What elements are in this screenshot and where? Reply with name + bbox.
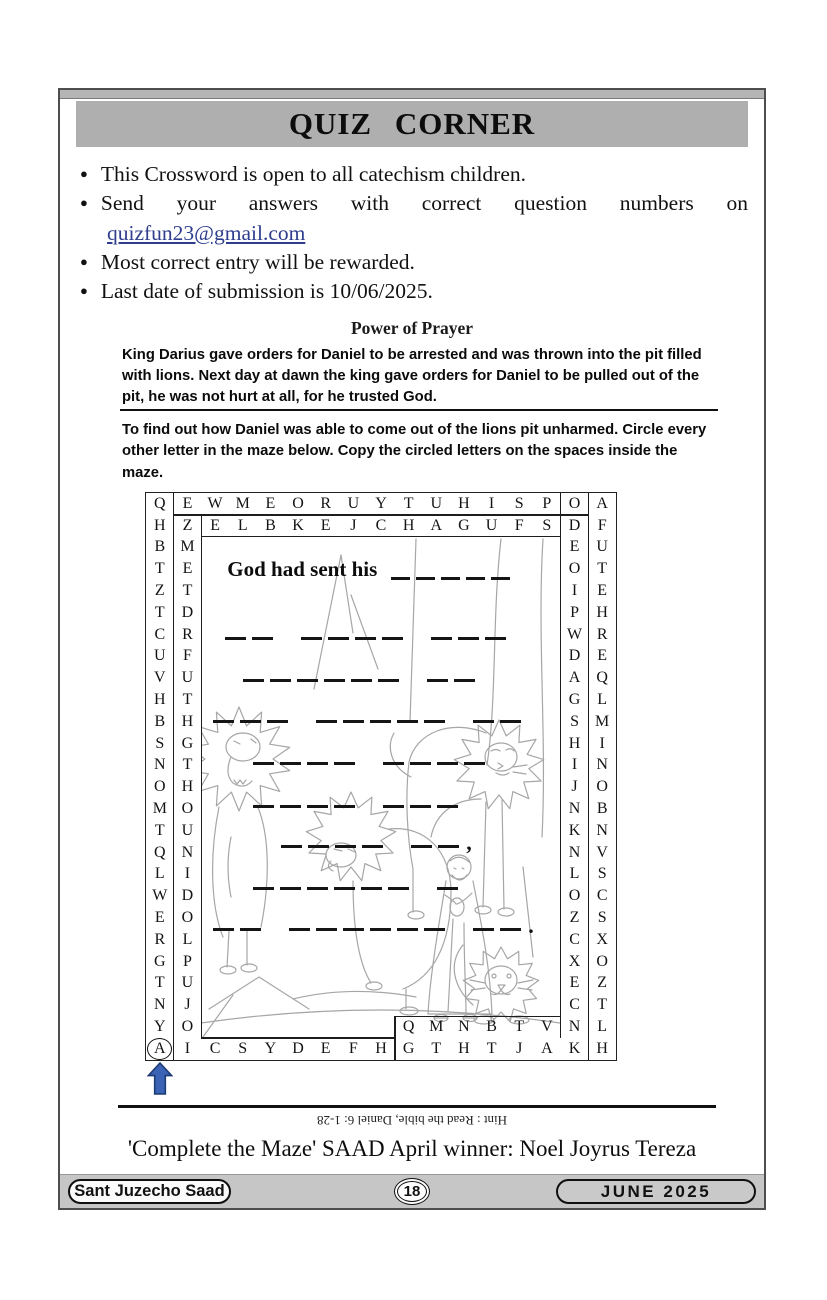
answer-blank: [431, 625, 452, 640]
maze-cell: R: [320, 494, 332, 512]
answer-blank: [383, 793, 404, 808]
maze-cell: M: [429, 1018, 444, 1036]
answer-blank: [316, 708, 337, 723]
answer-blank: [473, 916, 494, 931]
answer-blank: [437, 875, 458, 890]
answer-blank-row: [253, 750, 491, 765]
maze-cell: E: [182, 494, 193, 512]
answer-blank: [253, 875, 274, 890]
maze-cell: O: [568, 494, 581, 512]
answer-blank: [454, 667, 475, 682]
answer-blank: [335, 833, 356, 848]
answer-blank-row: [213, 708, 527, 723]
maze-cell: Q: [154, 843, 166, 861]
maze-cell: G: [154, 952, 166, 970]
answer-blank: [343, 916, 364, 931]
maze-cell: M: [235, 494, 250, 512]
maze-cell: U: [181, 974, 194, 992]
answer-blank: [252, 625, 273, 640]
maze-cell: T: [182, 756, 193, 774]
maze-cell: J: [516, 1039, 523, 1057]
answer-blank: [464, 750, 485, 765]
answer-blank: [391, 565, 410, 580]
answer-blank: [410, 750, 431, 765]
list-item: [80, 162, 748, 187]
divider: [120, 409, 718, 411]
maze-cell: E: [210, 516, 220, 534]
maze-cell: B: [265, 516, 276, 534]
punctuation: ,: [466, 829, 472, 855]
answer-blank: [316, 916, 337, 931]
puzzle-story: King Darius gave orders for Daniel to be arrested and was thrown into the pit filled with lions. Next day at dawn the king gave orders for Daniel to be pulled out of the pit, he was not hurt at all, for he trusted God.: [122, 347, 702, 405]
answer-blank: [280, 750, 301, 765]
maze-cell: D: [181, 887, 194, 905]
maze-cell: W: [152, 887, 168, 905]
maze-cell: E: [320, 516, 331, 534]
maze-cell: Q: [154, 494, 166, 512]
maze-cell: P: [570, 603, 579, 621]
maze-cell: F: [348, 1039, 358, 1057]
maze-cell: U: [181, 669, 194, 687]
answer-blank: [388, 875, 409, 890]
maze-cell: P: [183, 952, 192, 970]
answer-blank: [410, 793, 431, 808]
maze-cell: O: [154, 778, 166, 796]
answer-blank: [301, 625, 322, 640]
maze-cell: C: [375, 516, 387, 534]
maze-cell: C: [209, 1039, 221, 1057]
maze-cell: V: [541, 1018, 553, 1036]
answer-blank-row: [213, 912, 534, 938]
bullet-text: This Crossword is open to all catechism children.: [100, 162, 526, 186]
maze-cell: H: [181, 778, 194, 796]
answer-blank: [281, 833, 302, 848]
maze-cell: H: [458, 494, 470, 512]
answer-blank: [280, 875, 301, 890]
maze-cell: B: [596, 800, 608, 818]
maze-cell: N: [568, 1018, 581, 1036]
answer-blanks-layer: [201, 537, 560, 1038]
maze-cell: E: [597, 647, 608, 665]
maze-cell: T: [154, 603, 165, 621]
answer-blank: [240, 708, 261, 723]
publication-badge: Sant Juzecho Saad: [68, 1179, 231, 1204]
answer-blank: [243, 667, 264, 682]
list-item: [80, 250, 748, 275]
maze-cell: V: [154, 669, 166, 687]
maze-cell: Z: [182, 516, 193, 534]
maze-cell: N: [596, 821, 608, 839]
answer-blank: [416, 565, 435, 580]
answer-blank: [378, 667, 399, 682]
answer-blank: [424, 916, 445, 931]
maze-cell: Y: [154, 1018, 166, 1036]
answer-blank: [307, 875, 328, 890]
maze-cell: S: [542, 516, 552, 534]
punctuation: .: [528, 912, 534, 938]
circled-start-letter: A: [147, 1038, 172, 1060]
answer-blank: [458, 625, 479, 640]
answer-blank: [280, 793, 301, 808]
maze-cell: L: [569, 865, 580, 883]
maze-cell: G: [181, 734, 194, 752]
maze-cell: Y: [375, 494, 387, 512]
quiz-corner-header: [76, 101, 748, 147]
maze-cell: J: [350, 516, 357, 534]
answer-prefix: God had sent his: [227, 556, 378, 581]
list-item: [80, 279, 748, 304]
maze-cell: L: [237, 516, 248, 534]
maze-cell: A: [541, 1039, 553, 1057]
maze-cell: M: [595, 712, 610, 730]
answer-blank: [328, 625, 349, 640]
answer-blank: [267, 708, 288, 723]
maze-cell: V: [596, 843, 608, 861]
answer-blank: [370, 916, 391, 931]
answer-blank: [213, 916, 234, 931]
page-number: 18: [397, 1181, 427, 1202]
maze-cell: G: [458, 516, 470, 534]
maze-cell: H: [568, 734, 581, 752]
answer-blank: [253, 793, 274, 808]
maze-cell: P: [542, 494, 552, 512]
maze-cell: S: [597, 909, 607, 927]
email-line: [80, 221, 748, 246]
maze-cell: R: [596, 625, 608, 643]
answer-blank: [382, 625, 403, 640]
maze-cell: S: [597, 865, 607, 883]
maze-cell: N: [458, 1018, 470, 1036]
maze-cell: C: [154, 625, 166, 643]
maze-cell: H: [596, 1039, 608, 1057]
answer-blank: [307, 750, 328, 765]
maze-cell: H: [154, 516, 166, 534]
maze-cell: T: [431, 1039, 442, 1057]
page-number-badge: [394, 1178, 430, 1205]
maze-cell: F: [183, 647, 192, 665]
maze-cell: O: [292, 494, 304, 512]
issue-date-badge: JUNE 2025: [556, 1179, 756, 1204]
maze-cell: B: [154, 712, 166, 730]
answer-blank-row: [253, 875, 464, 890]
bullet-icon: ●: [80, 166, 88, 181]
puzzle-instruction: To find out how Daniel was able to come out of the lions pit unharmed. Circle every other letter in the maze below. Copy the circled letters on the spaces inside the maze.: [122, 422, 707, 481]
maze-cell: T: [154, 974, 165, 992]
answer-blank: [500, 916, 521, 931]
bullet-text: Send your answers with correct question numbers on: [100, 191, 748, 216]
maze-cell: H: [458, 1039, 470, 1057]
answer-blank: [441, 565, 460, 580]
footer-bar: [60, 1174, 764, 1208]
maze-cell: U: [485, 516, 498, 534]
maze-cell: X: [568, 952, 581, 970]
maze-cell: A: [430, 516, 443, 534]
maze-cell: M: [152, 800, 167, 818]
maze-cell: O: [568, 887, 581, 905]
maze-cell: F: [514, 516, 524, 534]
answer-blank-row: [243, 667, 481, 682]
maze-cell: T: [514, 1018, 525, 1036]
maze-cell: R: [154, 930, 166, 948]
maze-cell: C: [569, 996, 580, 1014]
maze-cell: Z: [597, 974, 608, 992]
answer-blank: [500, 708, 521, 723]
frame-top-strip: [60, 90, 764, 99]
answer-blank: [307, 793, 328, 808]
maze-cell: A: [568, 669, 581, 687]
answer-blank: [213, 708, 234, 723]
bullet-icon: ●: [80, 283, 88, 299]
answer-blank: [437, 750, 458, 765]
answer-blank: [473, 708, 494, 723]
maze-cell: S: [155, 734, 165, 752]
maze-cell: H: [402, 516, 415, 534]
answer-blank: [324, 667, 345, 682]
maze-cell: G: [402, 1039, 415, 1057]
maze-cell: K: [568, 821, 581, 839]
maze-cell: B: [154, 538, 166, 556]
bullet-text: Last date of submission is 10/06/2025.: [100, 279, 433, 304]
puzzle-title: Power of Prayer: [350, 318, 474, 338]
answer-blank: [397, 708, 418, 723]
maze-cell: Y: [264, 1039, 277, 1057]
maze-cell: T: [154, 560, 165, 578]
maze-cell: N: [154, 996, 166, 1014]
maze-cell: U: [430, 494, 443, 512]
maze-cell: L: [154, 865, 165, 883]
maze-cell: X: [596, 930, 608, 948]
maze-cell: T: [154, 821, 165, 839]
maze-cell: M: [180, 538, 195, 556]
answer-blank: [427, 667, 448, 682]
maze-cell: E: [569, 538, 580, 556]
answer-blank: [334, 793, 355, 808]
maze-cell: D: [568, 516, 581, 534]
maze-cell: U: [181, 821, 194, 839]
maze-cell: N: [154, 756, 166, 774]
bullet-list: [80, 162, 748, 308]
maze-cell: W: [566, 625, 583, 643]
maze-cell: N: [181, 843, 194, 861]
maze-cell: B: [486, 1018, 497, 1036]
answer-blank: [240, 916, 261, 931]
maze-cell: N: [568, 800, 581, 818]
maze-cell: I: [184, 865, 191, 883]
maze-cell: L: [182, 930, 193, 948]
maze-cell: G: [568, 691, 581, 709]
maze-cell: H: [154, 691, 166, 709]
maze-cell: O: [596, 952, 608, 970]
answer-blank-row: [227, 556, 516, 581]
winner-announcement: 'Complete the Maze' SAAD April winner: Noel Joyrus Tereza: [127, 1136, 697, 1161]
maze-cell: U: [596, 538, 608, 556]
maze-cell: S: [238, 1039, 248, 1057]
maze-cell: E: [265, 494, 276, 512]
maze-cell: T: [597, 996, 608, 1014]
maze-cell: H: [181, 712, 194, 730]
maze-cell: E: [597, 582, 608, 600]
maze-cell: E: [154, 909, 165, 927]
answer-blank: [383, 750, 404, 765]
answer-blank: [253, 750, 274, 765]
answer-blank: [351, 667, 372, 682]
answer-blank: [362, 833, 383, 848]
maze-cell: D: [568, 647, 581, 665]
maze-cell: I: [488, 494, 495, 512]
maze-cell: O: [568, 560, 581, 578]
maze-cell: S: [514, 494, 524, 512]
maze-cell: I: [571, 756, 578, 774]
maze-cell: T: [597, 560, 608, 578]
maze-cell: O: [181, 800, 194, 818]
bullet-text: Most correct entry will be rewarded.: [100, 249, 415, 274]
maze-cell: Z: [154, 582, 165, 600]
answer-blank: [437, 793, 458, 808]
maze-cell: T: [486, 1039, 497, 1057]
maze-cell: I: [571, 582, 578, 600]
maze-cell: W: [207, 494, 223, 512]
maze-cell: I: [599, 734, 605, 752]
maze-cell: N: [568, 843, 581, 861]
maze-cell: S: [570, 712, 579, 730]
divider: [118, 1105, 716, 1108]
maze-cell: Q: [402, 1018, 415, 1036]
maze-cell: Z: [569, 909, 580, 927]
answer-blank: [343, 708, 364, 723]
page-title: QUIZ CORNER: [288, 106, 536, 141]
bullet-icon: ●: [80, 195, 88, 211]
list-item: [80, 191, 748, 216]
maze-cell: H: [375, 1039, 387, 1057]
maze-cell: O: [181, 1018, 194, 1036]
maze-cell: C: [596, 887, 608, 905]
answer-blank: [424, 708, 445, 723]
maze-cell: E: [320, 1039, 331, 1057]
maze-cell: Q: [596, 669, 608, 687]
maze-cell: T: [182, 691, 193, 709]
answer-blank: [289, 916, 310, 931]
maze-cell: A: [596, 494, 608, 512]
answer-blank: [334, 875, 355, 890]
bullet-icon: ●: [80, 253, 88, 269]
maze-cell: H: [596, 603, 608, 621]
start-arrow-icon: [147, 1062, 173, 1095]
page-frame: [58, 88, 766, 1210]
answer-blank: [411, 833, 432, 848]
maze-cell: U: [347, 494, 360, 512]
maze-cell: C: [569, 930, 580, 948]
answer-blank: [491, 565, 510, 580]
maze-cell: U: [154, 647, 166, 665]
maze-cell: D: [292, 1039, 304, 1057]
answer-blank: [355, 625, 376, 640]
answer-blank: [438, 833, 459, 848]
maze-cell: K: [568, 1039, 581, 1057]
maze-cell: [146, 1038, 174, 1060]
maze-cell: K: [292, 516, 304, 534]
answer-blank: [485, 625, 506, 640]
email-link[interactable]: quizfun23@gmail.com: [107, 220, 306, 245]
maze-cell: J: [184, 996, 191, 1014]
maze-cell: T: [182, 582, 193, 600]
maze-cell: L: [597, 1018, 608, 1036]
answer-blank: [361, 875, 382, 890]
answer-blank: [397, 916, 418, 931]
answer-blank: [225, 625, 246, 640]
hint-text-upside-down: Hint : Read the bible, Daniel 6: 1-28: [317, 1113, 507, 1128]
answer-blank: [370, 708, 391, 723]
maze-cell: R: [182, 625, 193, 643]
answer-blank: [270, 667, 291, 682]
answer-blank: [308, 833, 329, 848]
letter-maze: [145, 492, 617, 1061]
maze-cell: N: [596, 756, 608, 774]
maze-cell: O: [181, 909, 194, 927]
maze-cell: E: [182, 560, 193, 578]
answer-blank-row: [225, 625, 512, 640]
maze-cell: D: [181, 603, 194, 621]
maze-cell: J: [571, 778, 578, 796]
maze-cell: F: [597, 516, 607, 534]
answer-blank: [297, 667, 318, 682]
maze-cell: T: [403, 494, 414, 512]
answer-blank: [334, 750, 355, 765]
answer-blank-row: [281, 829, 472, 855]
answer-blank: [466, 565, 485, 580]
maze-cell: E: [569, 974, 580, 992]
maze-cell: O: [596, 778, 608, 796]
maze-cell: I: [184, 1039, 191, 1057]
answer-blank-row: [253, 793, 464, 808]
maze-cell: L: [597, 691, 608, 709]
